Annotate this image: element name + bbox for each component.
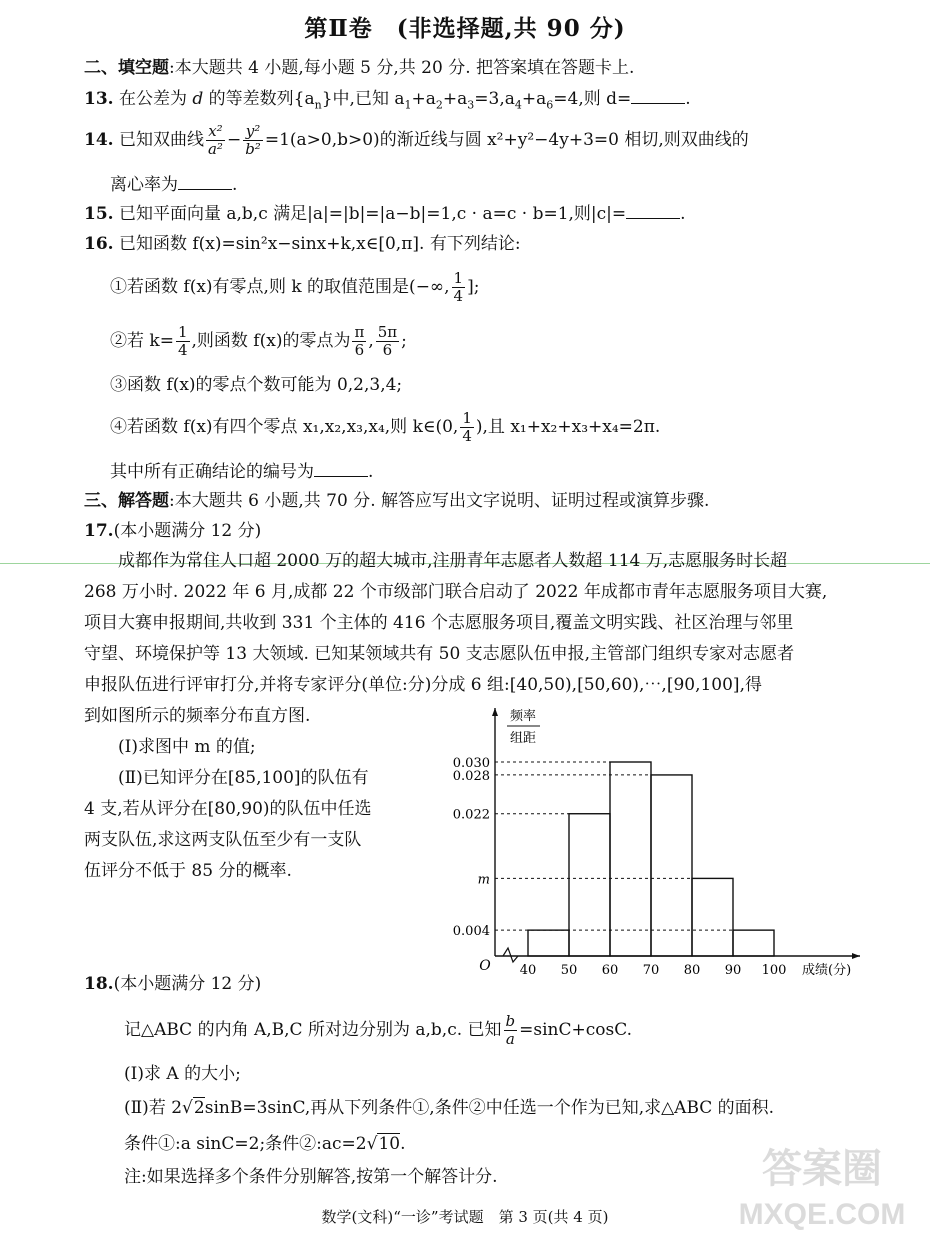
histogram-bar [651,775,692,956]
q18-text: =sinC+cosC. [519,1020,633,1040]
numerator: 1 [453,269,464,287]
x-tick-label: 50 [560,963,578,978]
numerator: 5π [377,323,398,341]
section-text: :本大题共 6 小题,共 70 分. 解答应写出文字说明、证明过程或演算步骤. [169,491,710,511]
q13-text: +a [411,89,436,109]
x-axis-arrow [852,953,860,959]
q14-text: =1(a>0,b>0)的渐近线与圆 x²+y²−4y+3=0 相切,则双曲线的 [264,130,749,150]
question-17 [84,520,261,542]
q16-text: ,则函数 f(x)的零点为 [191,331,351,351]
fraction [243,123,263,158]
q16-text: ②若 k= [110,331,174,351]
q16-text: ; [401,331,407,351]
q13-sub: n [314,98,322,112]
q16-text: ]; [467,277,480,297]
answer-blank [626,204,680,219]
q18-text: 条件①:a sinC=2;条件②:ac=2 [124,1134,367,1154]
q13-text: =3,a [474,89,515,109]
section-text: :本大题共 4 小题,每小题 5 分,共 20 分. 把答案填在答题卡上. [169,58,635,78]
q17-paragraph-line: 申报队伍进行评审打分,并将专家评分(单位:分)分成 6 组:[40,50),[50,60),⋯,[90,100],得 [84,675,762,695]
q16-text: ),且 x₁+x₂+x₃+x₄=2π. [475,417,661,437]
q16-text: , [368,331,374,351]
q13-text: 的等差数列{a [203,89,315,109]
q13-sub: 3 [467,98,475,112]
q17-paragraph-line: 守望、环境保护等 13 大领域. 已知某领域共有 50 支志愿队伍申报,主管部门组织专家对志愿者 [84,644,795,664]
y-axis-arrow [492,708,498,716]
question-14 [84,120,749,160]
fraction [176,324,190,359]
q18-text: sinB=3sinC,再从下列条件①,条件②中任选一个作为已知,求△ABC 的面积. [204,1098,775,1118]
q13-text: 在公差为 [118,89,193,109]
fraction [452,270,466,305]
x-tick-label: 100 [761,963,787,978]
y-tick-label: m [477,872,490,888]
histogram-bar [692,878,733,956]
question-score: (本小题满分 12 分) [113,974,262,994]
sqrt-sign: √ [182,1098,193,1118]
q13-sub: 2 [435,98,443,112]
section-label: 三、解答题 [84,491,169,511]
page-title: 第Ⅱ卷 (非选择题,共 90 分) [304,15,626,42]
q14-text: 已知双曲线 [118,130,204,150]
numerator: 1 [462,409,472,427]
q17-paragraph-line: 到如图所示的频率分布直方图. [84,706,311,726]
fraction [206,123,225,158]
watermark-top: 答案圈 [762,1147,882,1191]
q13-text: . [685,89,691,109]
denominator: 6 [382,341,393,359]
y-tick-label: 0.004 [452,924,490,940]
q16-text: 已知函数 f(x)=sin²x−sinx+k,x∈[0,π]. 有下列结论: [118,234,521,254]
q13-var: d [192,89,204,109]
x-tick-label: 90 [724,963,742,978]
q14-text: 离心率为 [110,175,178,195]
y-label-top: 频率 [509,709,537,724]
q17-item-1: (Ⅰ)求图中 m 的值; [118,737,256,757]
answer-blank [178,175,232,190]
numerator: 1 [177,323,188,341]
q13-sub: 1 [404,98,412,112]
section-fill-in [84,57,634,79]
q18-text: . [400,1134,406,1154]
numerator: y² [243,123,263,141]
q14-text: − [226,130,242,150]
question-16 [84,233,521,255]
denominator: 4 [462,427,472,445]
fraction [352,324,366,359]
question-number: 16. [84,234,114,254]
x-tick-label: 70 [642,963,660,978]
histogram-bar [733,930,774,956]
q14-text: . [232,175,238,195]
x-tick-label: 80 [683,963,701,978]
question-number: 18. [84,974,114,994]
y-tick-label: 0.030 [452,756,490,771]
histogram-bar [610,762,651,956]
y-tick-label: 0.022 [452,807,490,823]
answer-blank [314,462,368,477]
origin-label: O [479,958,491,974]
x-tick-label: 40 [519,963,537,978]
section-solve [84,490,709,512]
q13-text: +a [442,89,468,109]
q17-paragraph-line: 268 万小时. 2022 年 6 月,成都 22 个市级部门联合启动了 2022 年成都市青年志愿服务项目大赛, [84,582,828,602]
section-label: 二、填空题 [84,58,169,78]
q18-line-2: (Ⅰ)求 A 的大小; [124,1064,241,1084]
question-number: 14. [84,130,114,150]
q17-item-2: (Ⅱ)已知评分在[85,100]的队伍有 [118,768,369,788]
q16-conclusion-2 [110,320,407,362]
question-13 [84,88,691,116]
q13-text: +a [521,89,547,109]
q18-line-4 [124,1133,406,1155]
q16-text: . [368,462,374,482]
question-15 [84,203,686,225]
denominator: 6 [354,341,365,359]
q16-conclusion-1 [110,266,479,308]
q18-line-3 [124,1097,774,1119]
frequency-histogram [440,700,880,985]
numerator: x² [206,123,225,141]
q15-text: . [680,204,686,224]
q16-ask [110,461,373,483]
q17-item-2: 伍评分不低于 85 分的概率. [84,861,292,881]
question-score: (本小题满分 12 分) [113,521,262,541]
q17-item-2: 4 支,若从评分在[80,90)的队伍中任选 [84,799,372,819]
question-18 [84,973,261,995]
q16-text: ④若函数 f(x)有四个零点 x₁,x₂,x₃,x₄,则 k∈(0, [110,417,459,437]
q18-note: 注:如果选择多个条件分别解答,按第一个解答计分. [124,1167,498,1187]
q13-sub: 6 [546,98,554,112]
sqrt-sign: √ [366,1134,378,1154]
denominator: 4 [177,341,188,359]
q18-text: (Ⅱ)若 2 [124,1098,183,1118]
q16-conclusion-4 [110,406,660,448]
q17-paragraph-line: 成都作为常住人口超 2000 万的超大城市,注册青年志愿者人数超 114 万,志愿服务时长超 [118,551,788,571]
q13-text: }中,已知 a [321,89,405,109]
axis-break [503,948,518,962]
q13-text: =4,则 d= [553,89,632,109]
denominator: b² [245,140,261,158]
q13-sub: 4 [514,98,522,112]
x-tick-label: 60 [601,963,619,978]
question-number: 13. [84,89,114,109]
denominator: a² [207,140,223,158]
q18-line-1 [124,1008,632,1052]
numerator: b [505,1012,516,1030]
q17-item-2: 两支队伍,求这两支队伍至少有一支队 [84,830,362,850]
watermark-logo [722,1140,922,1230]
y-label-bottom: 组距 [509,731,537,746]
fraction [504,1013,518,1048]
numerator: π [354,323,365,341]
fraction [376,324,399,359]
fraction [460,410,474,445]
q16-text: 其中所有正确结论的编号为 [110,462,314,482]
answer-blank [631,89,685,104]
y-tick-label: 0.028 [452,768,490,784]
q18-text: 记△ABC 的内角 A,B,C 所对边分别为 a,b,c. 已知 [124,1020,502,1040]
sqrt-radicand: 2 [193,1098,205,1118]
denominator: 4 [453,287,464,305]
watermark-bottom: MXQE.COM [738,1198,906,1230]
page-footer: 数学(文科)“一诊”考试题 第 3 页(共 4 页) [321,1208,609,1226]
histogram-bar [528,930,569,956]
q16-conclusion-3: ③函数 f(x)的零点个数可能为 0,2,3,4; [110,375,403,395]
q15-text: 已知平面向量 a,b,c 满足|a|=|b|=|a−b|=1,c · a=c · b=1,则|c|= [118,204,627,224]
histogram-bar [569,814,610,956]
question-number: 17. [84,521,114,541]
denominator: a [505,1030,515,1048]
sqrt-radicand: 10 [378,1134,401,1154]
q17-paragraph-line: 项目大赛申报期间,共收到 331 个主体的 416 个志愿服务项目,覆盖文明实践、社区治理与邻里 [84,613,794,633]
question-14-cont [110,174,237,196]
q16-text: ①若函数 f(x)有零点,则 k 的取值范围是(−∞, [110,277,450,297]
x-axis-label: 成绩(分) [802,963,852,978]
question-number: 15. [84,204,114,224]
